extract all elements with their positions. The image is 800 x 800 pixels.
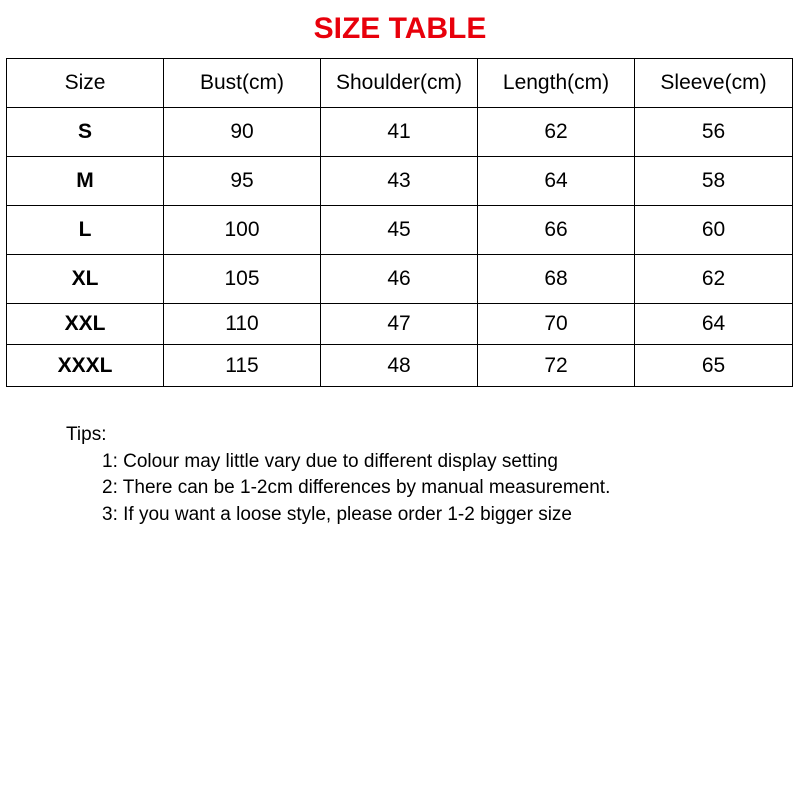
cell-sleeve: 58 <box>635 157 793 206</box>
cell-length: 70 <box>478 304 635 345</box>
cell-shoulder: 46 <box>321 255 478 304</box>
table-row <box>7 304 793 345</box>
cell-length: 64 <box>478 157 635 206</box>
tips-heading: Tips: <box>66 424 107 445</box>
cell-shoulder: 41 <box>321 108 478 157</box>
header-size: Size <box>7 59 164 108</box>
cell-bust: 100 <box>164 206 321 255</box>
table-row <box>7 345 793 387</box>
tip-item: 1: Colour may little vary due to different display setting <box>102 450 558 472</box>
cell-shoulder: 48 <box>321 345 478 387</box>
table-header-row <box>7 59 793 108</box>
cell-shoulder: 45 <box>321 206 478 255</box>
cell-size: XL <box>7 255 164 304</box>
cell-bust: 105 <box>164 255 321 304</box>
table-row <box>7 108 793 157</box>
cell-shoulder: 43 <box>321 157 478 206</box>
header-sleeve: Sleeve(cm) <box>635 59 793 108</box>
header-length: Length(cm) <box>478 59 635 108</box>
cell-size: M <box>7 157 164 206</box>
cell-length: 68 <box>478 255 635 304</box>
cell-bust: 95 <box>164 157 321 206</box>
cell-sleeve: 64 <box>635 304 793 345</box>
cell-shoulder: 47 <box>321 304 478 345</box>
cell-sleeve: 56 <box>635 108 793 157</box>
cell-bust: 115 <box>164 345 321 387</box>
cell-size: XXXL <box>7 345 164 387</box>
cell-length: 62 <box>478 108 635 157</box>
tip-item: 2: There can be 1-2cm differences by manual measurement. <box>102 477 611 498</box>
header-shoulder: Shoulder(cm) <box>321 59 478 108</box>
tips-section <box>66 422 610 528</box>
table-row <box>7 157 793 206</box>
cell-bust: 110 <box>164 304 321 345</box>
cell-sleeve: 65 <box>635 345 793 387</box>
cell-bust: 90 <box>164 108 321 157</box>
cell-sleeve: 62 <box>635 255 793 304</box>
size-table <box>6 58 793 387</box>
cell-size: XXL <box>7 304 164 345</box>
cell-size: L <box>7 206 164 255</box>
tip-item: 3: If you want a loose style, please order 1-2 bigger size <box>102 503 572 525</box>
page-title: SIZE TABLE <box>313 12 487 45</box>
cell-sleeve: 60 <box>635 206 793 255</box>
cell-size: S <box>7 108 164 157</box>
cell-length: 72 <box>478 345 635 387</box>
header-bust: Bust(cm) <box>164 59 321 108</box>
table-row <box>7 206 793 255</box>
table-row <box>7 255 793 304</box>
cell-length: 66 <box>478 206 635 255</box>
